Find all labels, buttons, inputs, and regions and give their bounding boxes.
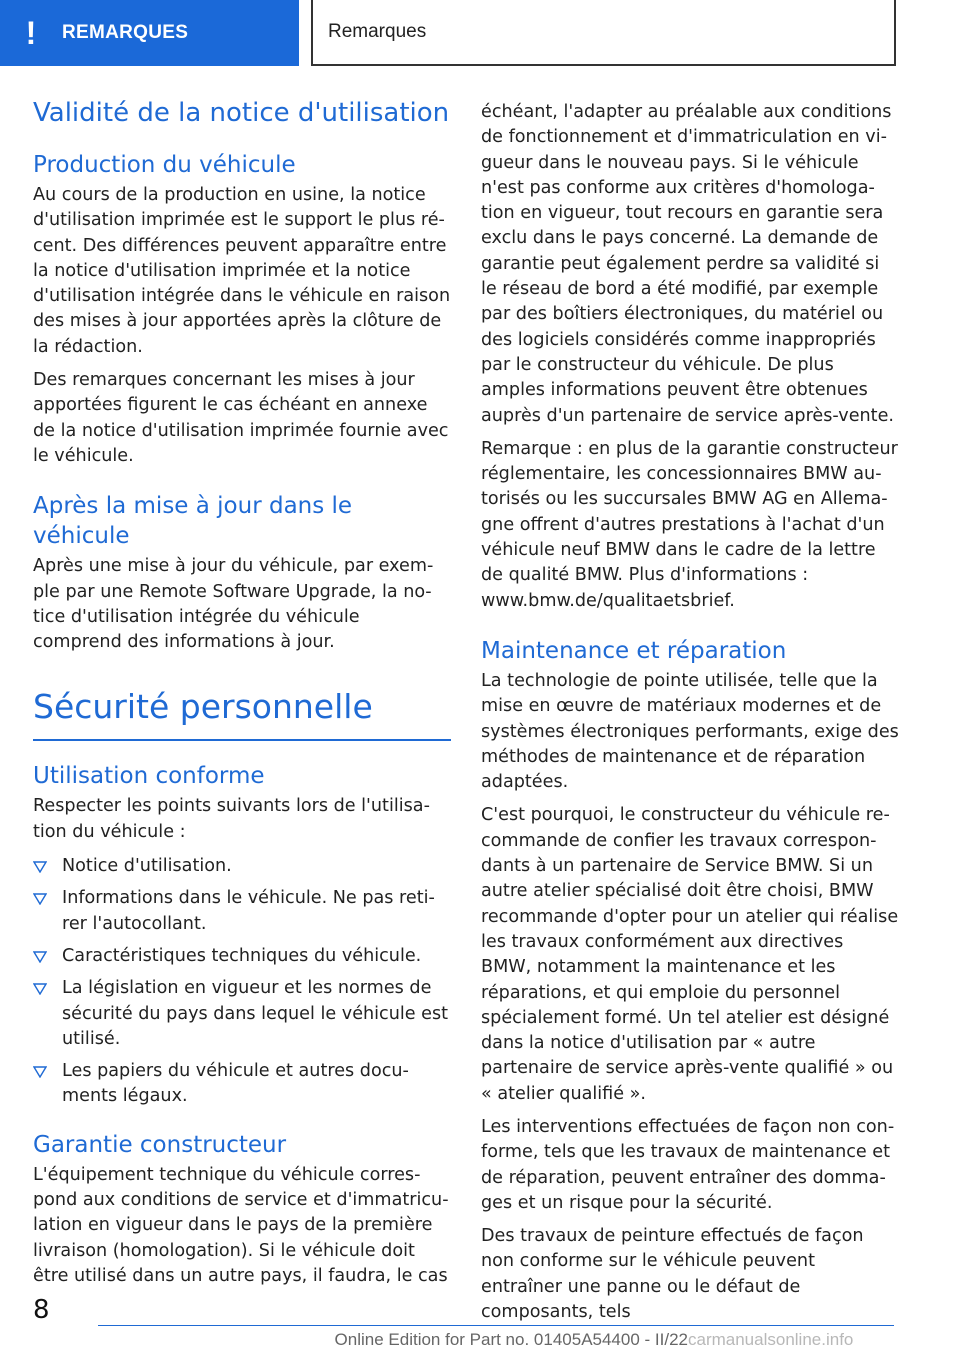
left-column xyxy=(33,96,451,1289)
list-item: Informations dans le véhicule. Ne pas retirer l'autocollant. xyxy=(33,886,451,937)
heading-utilisation-conforme: Utilisation conforme xyxy=(33,763,265,790)
triangle-bullet-icon xyxy=(33,893,47,905)
triangle-bullet-icon xyxy=(33,861,47,873)
paragraph-maintenance-4: Des travaux de peinture effectués de façon non conforme sur le véhicule peuvent entraîner une panne ou le défaut de composants, tels xyxy=(481,1226,864,1323)
paragraph-garantie: L'équipement technique du véhicule correspond aux conditions de service et d'immatriculation en vigueur dans le pays de la première livraison (homologation). Si le véhicule doit être utilisé dans un autre pays, il faudra, le cas xyxy=(33,1164,449,1286)
exclamation-icon: ! xyxy=(25,14,37,51)
list-item: Notice d'utilisation. xyxy=(33,854,451,879)
triangle-bullet-icon xyxy=(33,983,47,995)
heading-validite: Validité de la notice d'utilisation xyxy=(33,98,450,128)
paragraph-utilisation: Respecter les points suivants lors de l'utilisation du véhicule : xyxy=(33,796,430,842)
watermark: carmanualsonline.info xyxy=(688,1330,854,1349)
right-column xyxy=(481,100,899,1325)
heading-maintenance-reparation: Maintenance et réparation xyxy=(481,637,787,664)
footer-edition: Online Edition for Part no. 01405A54400 - II/22 xyxy=(334,1330,688,1349)
paragraph-maintenance-1: La technologie de pointe utilisée, telle que la mise en œuvre de matériaux modernes et de systèmes électroniques performants, exige des méthodes de maintenance et de réparation adaptées. xyxy=(481,670,899,793)
heading-production: Production du véhicule xyxy=(33,152,296,178)
paragraph-maintenance-2: C'est pourquoi, le constructeur du véhicule recommande de confier les travaux correspondants à un partenaire de Service BMW. Si un autre atelier spécialisé doit être choisi, BMW recommande d'opter pour un atelier qui réalise les travaux conformément aux directives BMW, notamment la maintenance et les réparations, et qui emploie du personnel spécialement formé. Un tel atelier est désigné dans la notice d'utilisation par « autre partenaire de service après-vente qualifié » ou « atelier qualifié ». xyxy=(481,805,899,1104)
paragraph-garantie-continued: échéant, l'adapter au préalable aux conditions de fonctionnement et d'immatriculation en vigueur dans le nouveau pays. Si le véhicule n'est pas conforme aux critères d'homologation en vigueur, tout recours en garantie sera exclu dans le pays concerné. La demande de garantie peut également perdre sa validité si le réseau de bord a été modifié, par exemple par des boîtiers électroniques, du matériel ou des logiciels considérés comme inappropriés par le constructeur du véhicule. De plus amples informations peuvent être obtenues auprès d'un partenaire de service après-vente. xyxy=(481,102,894,426)
heading-garantie-constructeur: Garantie constructeur xyxy=(33,1131,287,1158)
section-title: REMARQUES xyxy=(62,22,189,43)
page-number: 8 xyxy=(33,1295,50,1325)
heading-securite-personnelle: Sécurité personnelle xyxy=(33,685,451,741)
list-item: La législation en vigueur et les normes de sécurité du pays dans lequel le véhicule est utilisé. xyxy=(33,976,451,1052)
breadcrumb: Remarques xyxy=(311,0,896,66)
footer-divider xyxy=(98,1325,894,1326)
paragraph-production-2: Des remarques concernant les mises à jour apportées figurent le cas échéant en annexe de la notice d'utilisation imprimée fournie avec le véhicule. xyxy=(33,370,449,466)
list-item: Caractéristiques techniques du véhicule. xyxy=(33,944,451,969)
bullet-list xyxy=(33,854,451,1110)
section-tab xyxy=(0,0,299,66)
paragraph-remarque: Remarque : en plus de la garantie constructeur réglementaire, les concessionnaires BMW autorisés ou les succursales BMW AG en Allemagne offrent d'autres prestations à l'achat d'un véhicule neuf BMW dans le cadre de la lettre de qualité BMW. Plus d'informations : www.bmw.de/qualitaetsbrief. xyxy=(481,438,898,611)
triangle-bullet-icon xyxy=(33,1066,47,1078)
paragraph-maintenance-3: Les interventions effectuées de façon non conforme, tels que les travaux de maintenance et de réparation, peuvent entraîner des dommages et un risque pour la sécurité. xyxy=(481,1116,895,1213)
list-item: Les papiers du véhicule et autres documents légaux. xyxy=(33,1059,451,1110)
triangle-bullet-icon xyxy=(33,951,47,963)
paragraph-apres-mise-a-jour: Après une mise à jour du véhicule, par exemple par une Remote Software Upgrade, la notice d'utilisation intégrée du véhicule comprend des informations à jour. xyxy=(33,556,434,653)
heading-apres-mise-a-jour: Après la mise à jour dans le véhicule xyxy=(33,493,353,550)
paragraph-production-1: Au cours de la production en usine, la notice d'utilisation imprimée est le support le plus récent. Des différences peuvent apparaître entre la notice d'utilisation imprimée et la notice d'utilisation intégrée dans le véhicule en raison des mises à jour apportées après la clôture de la rédaction. xyxy=(33,185,451,357)
page-header xyxy=(0,0,960,66)
